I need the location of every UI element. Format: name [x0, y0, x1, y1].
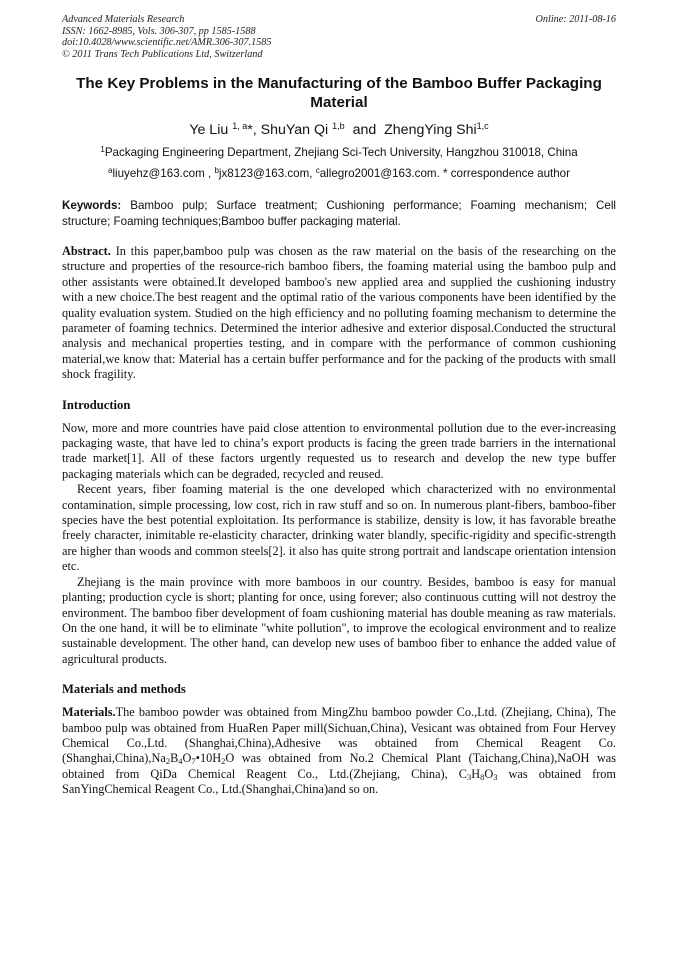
author-name: ZhengYing Shi: [384, 122, 477, 139]
formula-text: •10H: [195, 751, 222, 766]
author-list: [62, 121, 616, 139]
keywords: [62, 198, 616, 229]
author-superscript: 1, a: [232, 121, 248, 132]
materials-text: was obtained from SanYingChemical Reagent Co., Ltd.(Shanghai,China)and so on.: [62, 766, 617, 797]
online-date: Online: 2011-08-16: [535, 14, 616, 25]
email-superscript: a: [107, 166, 113, 176]
email-link[interactable]: jx8123@163.com,: [218, 167, 316, 181]
formula-subscript: 2: [221, 756, 226, 767]
intro-paragraph-3: Zhejiang is the main province with more bamboos in our country. Besides, bamboo is easy for manual planting; production cycle is short; planting for once, using forever; also continuous cutting will not destroy the environment. The bamboo fiber development of foam cushioning material has double meaning as raw materials. On the one hand, it will be to eliminate "white pollution", to improve the ecological environment and to realize sustainable development. The other hand, can develop new uses of bamboo fiber to enhance the added value of agricultural products.: [62, 574, 616, 666]
author-name: Ye Liu: [189, 122, 229, 139]
correspondence-mark: *,: [247, 122, 261, 139]
author-name: ShuYan Qi: [260, 122, 329, 139]
section-heading-methods: Materials and methods: [62, 682, 186, 697]
author-superscript: 1,c: [476, 121, 489, 132]
formula-text: H: [471, 766, 481, 781]
affiliation: [62, 145, 616, 160]
formula-subscript: 4: [178, 756, 183, 767]
email-link[interactable]: allegro2001@163.com.: [319, 167, 440, 181]
journal-header: [62, 14, 616, 60]
formula-text: O: [484, 766, 494, 781]
keywords-label: Keywords:: [62, 199, 122, 213]
affiliation-superscript: 1: [100, 145, 105, 155]
abstract-text: In this paper,bamboo pulp was chosen as the raw material on the basis of the researching on the structure and properties of the resource-rich bamboo fibers, the foaming material using the bamboo pulp and other assistants were obtained.It developed bamboo's new applied area and supplied the cushioning industry with a new choice.The best reagent and the optimal ratio of the various components have been identified by the quality evaluation system. Studied on the high efficiency and no polluting foaming mechanism to determine the parameter of foaming technics. Determined the interior adhesive and exterior disposal.Conducted the structural analysis and mechanical properties testing, and in compare with the performance of common cushioning material,we know that: Material has a certain buffer performance and for the packing of the products with small shock fragility.: [62, 243, 616, 382]
journal-name: Advanced Materials Research: [62, 14, 185, 25]
email-line: [62, 166, 616, 181]
formula-subscript: 3: [466, 771, 472, 782]
correspondence-note: * correspondence author: [439, 167, 570, 181]
doi-line: doi:10.4028/www.scientific.net/AMR.306-307.1585: [62, 37, 272, 49]
materials-paragraph: [62, 705, 616, 797]
materials-label: Materials.: [62, 705, 116, 720]
author-superscript: 1,b: [332, 121, 345, 132]
formula-text: B: [170, 751, 179, 766]
formula-text: O: [182, 751, 192, 766]
formula-subscript: 7: [191, 756, 196, 767]
section-heading-introduction: Introduction: [62, 397, 131, 412]
paper-title: The Key Problems in the Manufacturing of the Bamboo Buffer Packaging Material: [76, 75, 602, 112]
paper-page: [62, 14, 616, 798]
formula-subscript: 2: [165, 756, 171, 767]
author-conjunction: and: [352, 122, 377, 139]
abstract-label: Abstract.: [62, 243, 111, 258]
copyright-line: © 2011 Trans Tech Publications Ltd, Switzerland: [62, 48, 263, 60]
intro-paragraph-2: Recent years, fiber foaming material is the one developed which characterized with no environmental contamination, simple processing, low cost, rich in raw stuff and so on. In numerous plant-fibers, bamboo-fiber species have the best potential exploitation. Its performance is stabilize, density is low, it has favorable breathe freely character, inimitable re-elasticity character, drinking water blandly, specific-rigidity and specific-strength are higher than woods and common steels[2]. it also has quite strong portrait and landscape orientation intension etc.: [62, 482, 616, 574]
materials-text: The bamboo powder was obtained from MingZhu bamboo powder Co.,Ltd. (Zhejiang, China), The bamboo pulp was obtained from HuaRen Paper mill(Sichuan,China), Vesicant was obtained from Four Hervey Chemical Co.,Ltd. (Shanghai,China),Adhesive was obtained from Chemical Reagent Co.(Shanghai,China),Na: [62, 705, 616, 766]
intro-paragraph-1: Now, more and more countries have paid close attention to environmental pollution due to the ever-increasing packaging waste, that have led to china’s export products is facing the green trade barriers in the international trade market[1]. All of these factors urgently requested us to research and develop the new type buffer packaging materials which can be degraded, recycled and reused.: [62, 420, 616, 481]
formula-subscript: 3: [493, 771, 498, 782]
email-superscript: c: [315, 166, 320, 176]
keywords-text: Bamboo pulp; Surface treatment; Cushioning performance; Foaming mechanism; Cell structure; Foaming techniques;Bamboo buffer packaging material.: [62, 199, 616, 228]
materials-text: O was obtained from No.2 Chemical Plant (Taichang,China),NaOH was obtained from QiDa Chemical Reagent Co., Ltd.(Zhejiang, China), C: [62, 751, 616, 781]
email-superscript: b: [214, 166, 219, 176]
issn-line: ISSN: 1662-8985, Vols. 306-307, pp 1585-1588: [62, 25, 256, 37]
email-link[interactable]: liuyehz@163.com ,: [112, 167, 215, 181]
formula-subscript: 8: [480, 771, 485, 782]
affiliation-text: Packaging Engineering Department, Zhejiang Sci-Tech University, Hangzhou 310018, China: [104, 146, 578, 160]
abstract: [62, 244, 616, 383]
